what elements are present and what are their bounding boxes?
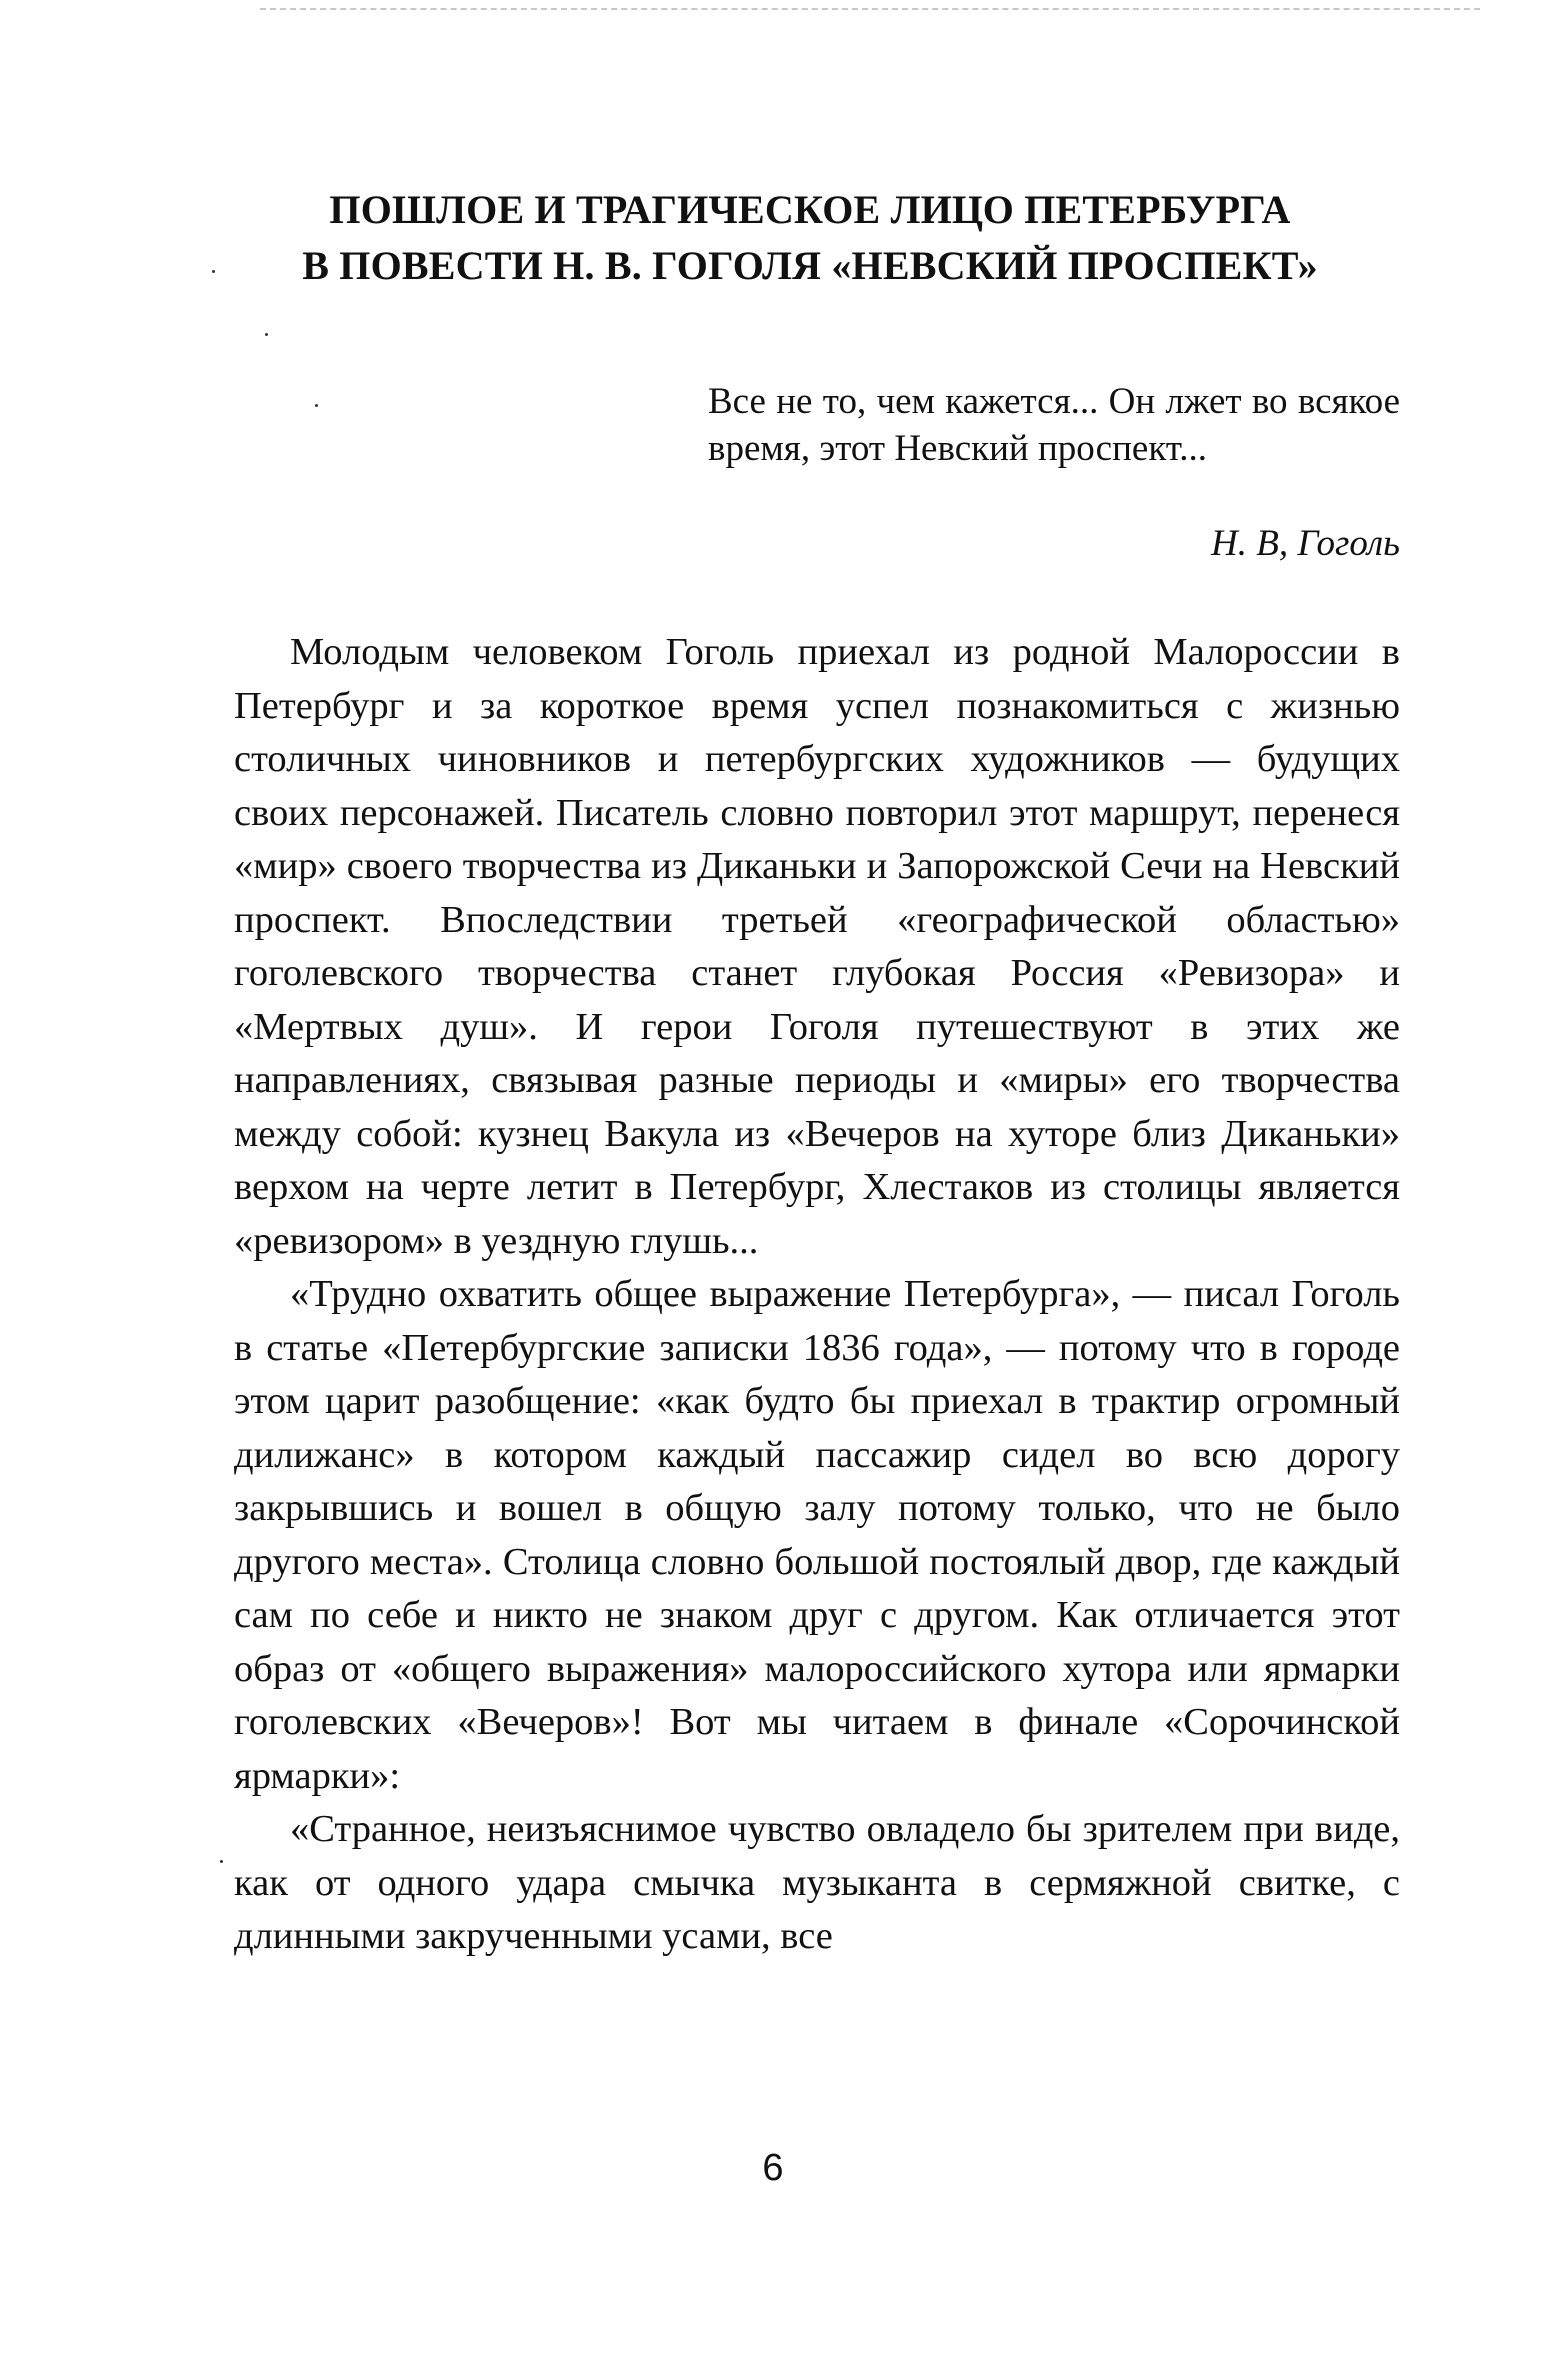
chapter-title — [200, 182, 1420, 294]
paragraph: «Трудно охватить общее выражение Петербурга», — писал Гоголь в статье «Петербургские записки 1836 года», — потому что в городе этом царит разобщение: «как будто бы приехал в трактир огромный дилижанс» в котором каждый пассажир сидел во всю дорогу закрывшись и вошел в общую залу потому только, что не было другого места». Столица словно большой постоялый двор, где каждый сам по себе и никто не знаком друг с другом. Как отличается этот образ от «общего выражения» малороссийского хутора или ярмарки гоголевских «Вечеров»! Вот мы читаем в финале «Сорочинской ярмарки»: — [234, 1273, 1400, 1797]
paragraph: Молодым человеком Гоголь приехал из родной Малороссии в Петербург и за короткое время успел познакомиться с жизнью столичных чиновников и петербургских художников — будущих своих персонажей. Писатель словно повторил этот маршрут, перенеся «мир» своего творчества из Диканьки и Запорожской Сечи на Невский проспект. Впоследствии третьей «географической областью» гоголевского творчества станет глубокая Россия «Ревизора» и «Мертвых душ». И герои Гоголя путешествуют в этих же направлениях, связывая разные периоды и «миры» его творчества между собой: кузнец Вакула из «Вечеров на хуторе близ Диканьки» верхом на черте летит в Петербург, Хлестаков из столицы является «ревизором» в уездную глушь... — [234, 631, 1400, 1262]
epigraph-text: Все не то, чем кажется... Он лжет во всякое время, этот Невский проспект... — [708, 381, 1400, 469]
epigraph-author: Н. В, Гоголь — [1211, 523, 1400, 564]
page-number: 6 — [762, 2147, 784, 2189]
scan-speck — [265, 333, 268, 336]
scan-speck — [315, 404, 318, 407]
body-text — [234, 626, 1400, 1964]
paragraph: «Странное, неизъяснимое чувство овладело бы зрителем при виде, как от одного удара смычка музыканта в сермяжной свитке, с длинными закрученными усами, все — [234, 1808, 1400, 1957]
chapter-title-line-1: ПОШЛОЕ И ТРАГИЧЕСКОЕ ЛИЦО ПЕТЕРБУРГА — [329, 187, 1291, 232]
scan-edge-noise — [260, 8, 1480, 13]
chapter-title-line-2: В ПОВЕСТИ Н. В. ГОГОЛЯ «НЕВСКИЙ ПРОСПЕКТ» — [302, 243, 1318, 288]
scan-speck — [220, 1860, 223, 1863]
